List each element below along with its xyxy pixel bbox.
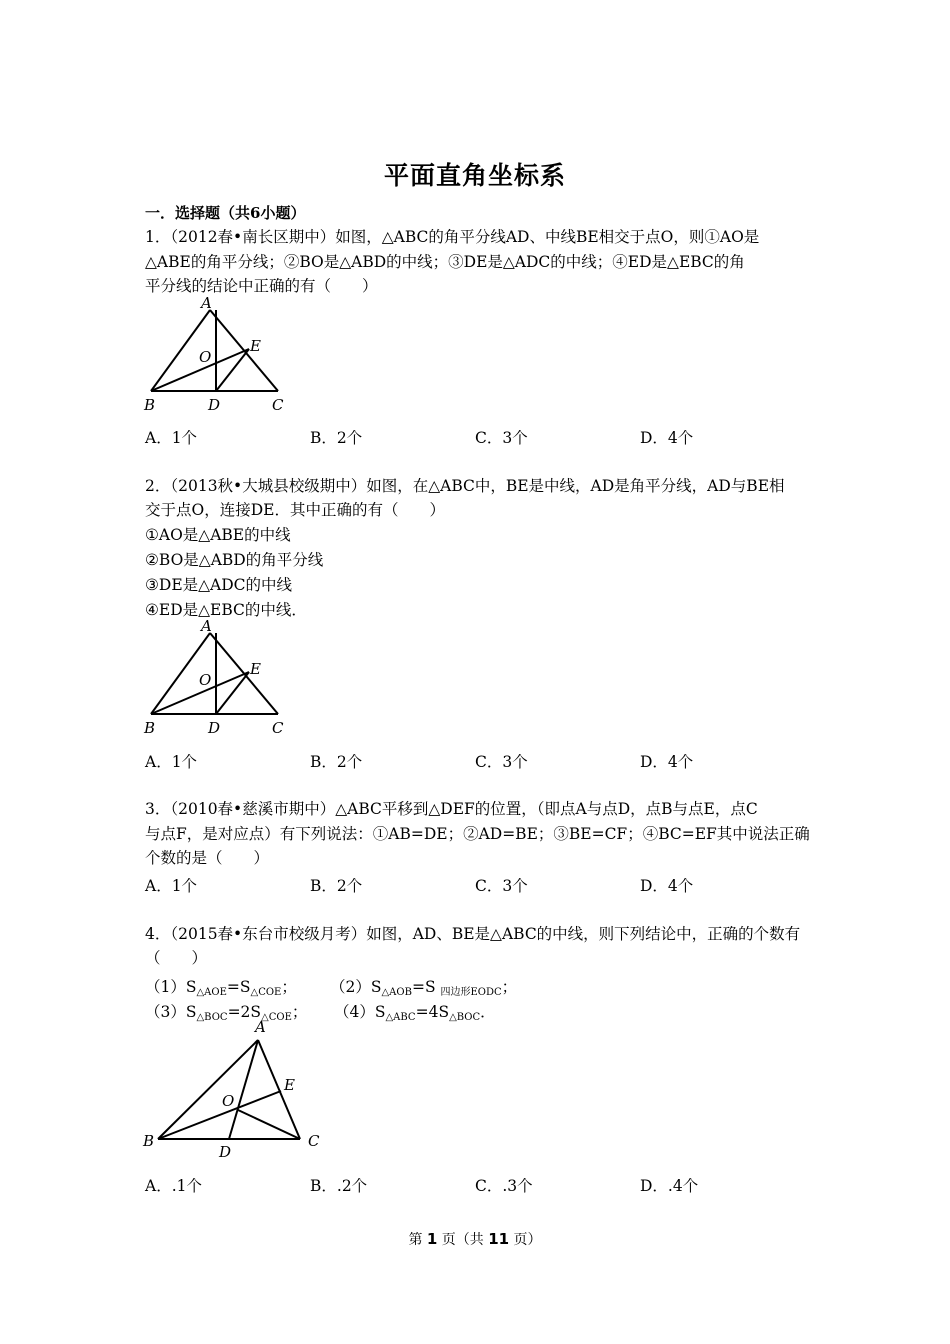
q4-label-o: O [222,1092,235,1110]
q4-option-d[interactable]: D．.4个 [640,1177,699,1195]
q4-line-1: 4．（2015春•东台市校级月考）如图，AD、BE是△ABC的中线，则下列结论中，正确的个数有 [145,925,801,943]
q4-option-b[interactable]: B．.2个 [310,1177,368,1195]
page-footer: 第 1 页（共 11 页） [408,1230,542,1248]
q2-label-b: B [144,719,156,737]
q1-label-c: C [272,396,284,414]
page-title: 平面直角坐标系 [383,161,566,190]
q1-label-d: D [208,396,221,414]
q1-option-a[interactable]: A．1个 [145,429,198,447]
q2-line-6: ④ED是△EBC的中线． [145,601,307,619]
q4-label-e: E [284,1076,295,1094]
q1-line-3: 平分线的结论中正确的有（ ） [145,277,378,295]
q1-figure [138,296,298,418]
q1-label-e: E [250,337,261,355]
q4-line-2: （ ） [145,949,208,967]
q4-label-c: C [308,1132,320,1150]
q2-option-b[interactable]: B．2个 [310,753,363,771]
q2-label-d: D [208,719,221,737]
current-page-number: 1 [426,1230,438,1248]
q1-option-c[interactable]: C．3个 [475,429,528,447]
q2-line-2: 交于点O，连接DE．其中正确的有（ ） [145,501,445,519]
q1-option-b[interactable]: B．2个 [310,429,363,447]
q1-label-b: B [144,396,156,414]
q4-formula-1: $(1)S_{\triangle AOE}=S_{\triangle COE}$； [145,978,297,998]
q4-label-d: D [219,1143,232,1161]
q3-option-d[interactable]: D．4个 [640,877,694,895]
q1-line-2: △ABE的角平分线；②BO是△ABD的中线；③DE是△ADC的中线；④ED是△EBC的角 [145,253,745,271]
q2-figure [138,619,298,741]
q1-option-d[interactable]: D．4个 [640,429,694,447]
q4-label-b: B [143,1132,155,1150]
q2-option-a[interactable]: A．1个 [145,753,198,771]
q2-label-e: E [250,660,261,678]
q2-line-4: ②BO是△ABD的角平分线 [145,551,324,569]
q2-option-d[interactable]: D．4个 [640,753,694,771]
q4-formula-3: $(3)S_{\triangle BOC}=2S_{\triangle COE}$； [145,1003,308,1023]
q3-line-1: 3．（2010春•慈溪市期中）△ABC平移到△DEF的位置，（即点A与点D，点B与点E，点C [145,800,758,818]
q1-label-a: A [201,296,212,312]
q2-line-3: ①AO是△ABE的中线 [145,526,291,544]
q2-option-c[interactable]: C．3个 [475,753,528,771]
q2-label-a: A [201,619,212,635]
q2-line-1: 2．（2013秋•大城县校级期中）如图，在△ABC中，BE是中线，AD是角平分线，AD与BE相 [145,477,785,495]
q4-formula-2: $(2)S_{\triangle AOB}=S$ $_{四边形EODC}$； [330,978,518,998]
q3-line-2: 与点F，是对应点）有下列说法：①AB=DE；②AD=BE；③BE=CF；④BC=EF其中说法正确 [145,825,810,843]
q2-label-c: C [272,719,284,737]
q1-line-1: 1．（2012春•南长区期中）如图，△ABC的角平分线AD、中线BE相交于点O，则①AO是 [145,228,760,246]
q4-formula-4: $(4)S_{\triangle ABC}=4S_{\triangle BOC}$． [334,1003,496,1023]
total-page-count: 11 [488,1230,510,1248]
q3-line-3: 个数的是（ ） [145,849,270,867]
q4-figure [138,1016,328,1166]
q1-label-o: O [199,348,212,366]
section-heading: 一．选择题（共6小题） [145,204,306,222]
q4-option-a[interactable]: A．.1个 [145,1177,202,1195]
q3-option-b[interactable]: B．2个 [310,877,363,895]
q3-option-a[interactable]: A．1个 [145,877,198,895]
q3-option-c[interactable]: C．3个 [475,877,528,895]
q2-label-o: O [199,671,212,689]
q2-line-5: ③DE是△ADC的中线 [145,576,293,594]
q4-option-c[interactable]: C．.3个 [475,1177,533,1195]
q4-label-a: A [255,1018,266,1036]
